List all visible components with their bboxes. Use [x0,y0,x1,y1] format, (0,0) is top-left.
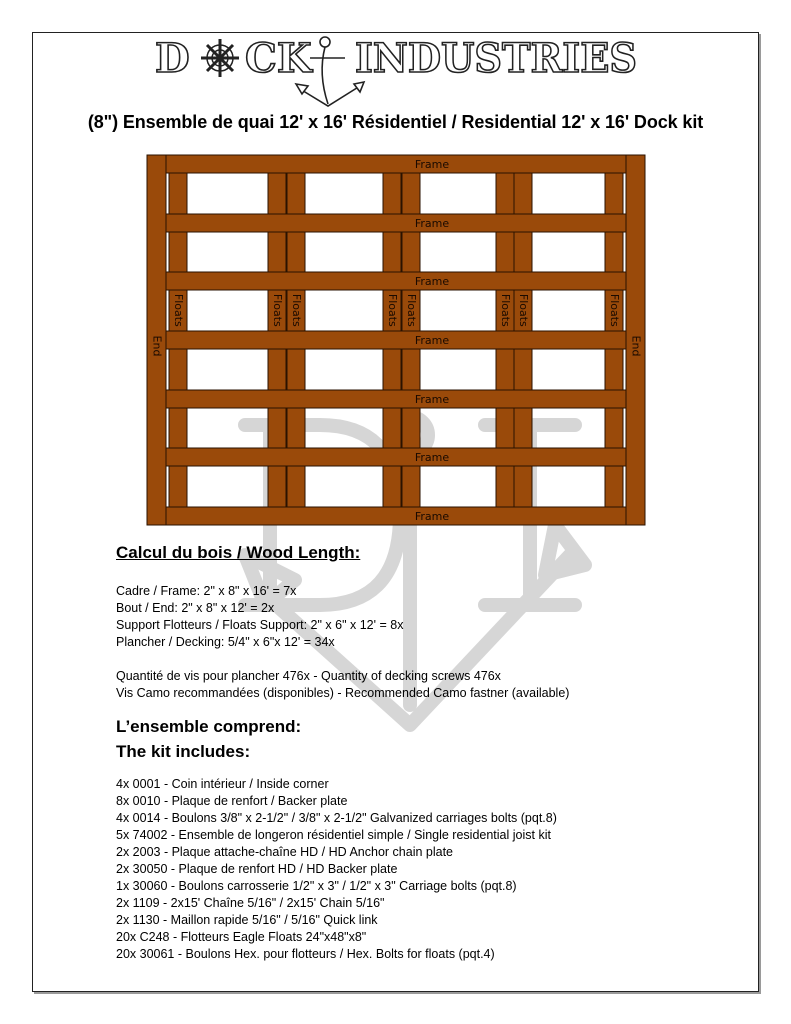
end-label: End [629,335,643,357]
floats-label: Floats [608,293,621,327]
logo-industries: INDUSTRIES [355,35,637,82]
frame-label: Frame [414,334,450,347]
floats-label: Floats [517,293,530,327]
wood-line: Bout / End: 2" x 8" x 12' = 2x [116,601,275,615]
frame-label: Frame [414,393,450,406]
kit-item: 8x 0010 - Plaque de renfort / Backer plate [116,794,348,808]
frame-label: Frame [414,451,450,464]
kit-item: 20x C248 - Flotteurs Eagle Floats 24"x48"x8" [116,930,367,944]
floats-label: Floats [290,293,303,327]
camo-note: Vis Camo recommandées (disponibles) - Recommended Camo fastner (available) [116,686,570,700]
floats-label: Floats [172,293,185,327]
kit-item: 4x 0014 - Boulons 3/8" x 2-1/2" / 3/8" x 2-1/2" Galvanized carriages bolts (pqt.8) [116,811,557,825]
wood-length-heading: Calcul du bois / Wood Length: [116,543,361,562]
kit-heading-en: The kit includes: [116,742,251,761]
frame-board [166,448,626,466]
wood-line: Cadre / Frame: 2" x 8" x 16' = 7x [116,584,297,598]
kit-heading-fr: L’ensemble comprend: [116,717,302,736]
frame-label: Frame [414,217,450,230]
floats-label: Floats [271,293,284,327]
kit-item: 4x 0001 - Coin intérieur / Inside corner [116,777,329,791]
end-label: End [150,335,164,357]
kit-item: 1x 30060 - Boulons carrosserie 1/2" x 3" / 1/2" x 3" Carriage bolts (pqt.8) [116,879,517,893]
kit-item: 2x 30050 - Plaque de renfort HD / HD Backer plate [116,862,398,876]
wood-line: Plancher / Decking: 5/4" x 6"x 12' = 34x [116,635,335,649]
floats-label: Floats [499,293,512,327]
frame-label: Frame [414,158,450,171]
kit-item: 2x 2003 - Plaque attache-chaîne HD / HD Anchor chain plate [116,845,454,859]
screws-note: Quantité de vis pour plancher 476x - Quantity of decking screws 476x [116,669,501,683]
frame-board [166,155,626,173]
frame-board [166,331,626,349]
frame-board [166,214,626,232]
kit-item: 2x 1109 - 2x15' Chaîne 5/16" / 2x15' Chain 5/16" [116,896,385,910]
floats-label: Floats [405,293,418,327]
page-title: (8") Ensemble de quai 12' x 16' Résidentiel / Residential 12' x 16' Dock kit [87,112,704,132]
frame-board [166,272,626,290]
floats-label: Floats [386,293,399,327]
frame-board [166,390,626,408]
frame-label: Frame [414,510,450,523]
logo-letter-d: D [155,35,190,82]
logo-letters-ck: CK [245,35,312,82]
wood-line: Support Flotteurs / Floats Support: 2" x 6" x 12' = 8x [116,618,404,632]
kit-item: 5x 74002 - Ensemble de longeron résidentiel simple / Single residential joist kit [116,828,551,842]
kit-item: 20x 30061 - Boulons Hex. pour flotteurs / Hex. Bolts for floats (pqt.4) [116,947,495,961]
kit-item: 2x 1130 - Maillon rapide 5/16" / 5/16" Quick link [116,913,378,927]
frame-label: Frame [414,275,450,288]
frame-board [166,507,626,525]
